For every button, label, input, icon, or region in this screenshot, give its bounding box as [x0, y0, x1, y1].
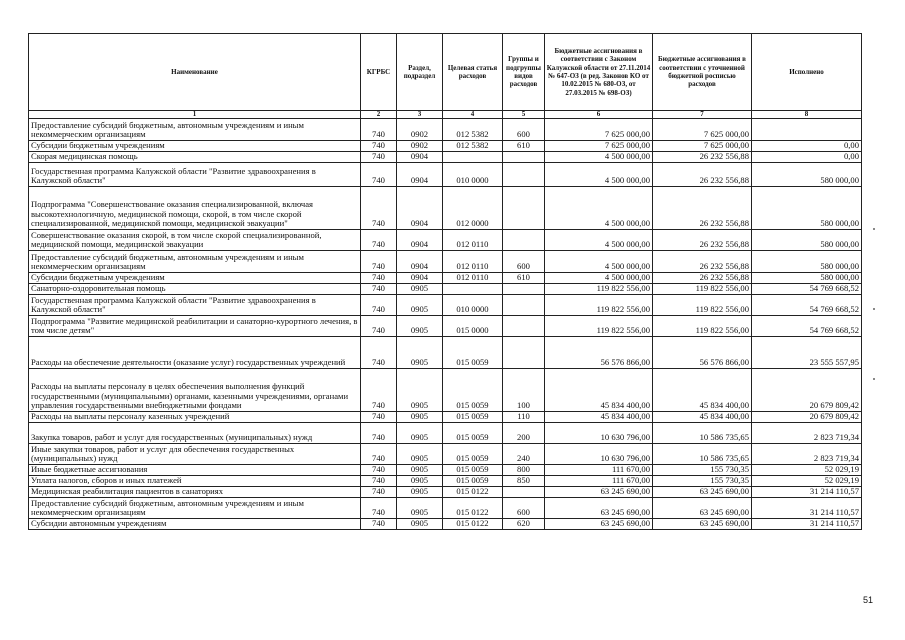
expense-group-cell: 110 — [503, 412, 545, 423]
kgrbs-cell: 740 — [361, 119, 397, 141]
row-name-cell: Иные закупки товаров, работ и услуг для обеспечения государственных (муниципальных) нужд — [29, 444, 361, 465]
row-name-cell: Санаторно-оздоровительная помощь — [29, 284, 361, 295]
executed-cell: 54 769 668,52 — [752, 284, 862, 295]
kgrbs-cell: 740 — [361, 141, 397, 152]
budget-refined-cell: 155 730,35 — [653, 476, 752, 487]
executed-cell: 31 214 110,57 — [752, 519, 862, 530]
section-cell: 0905 — [397, 476, 443, 487]
section-cell: 0905 — [397, 465, 443, 476]
table-row — [29, 487, 862, 498]
budget-law-cell: 4 500 000,00 — [545, 273, 653, 284]
header-target-article: Целевая статья расходов — [443, 34, 503, 111]
executed-cell: 52 029,19 — [752, 465, 862, 476]
kgrbs-cell: 740 — [361, 369, 397, 412]
expense-group-cell — [503, 187, 545, 230]
budget-law-cell: 56 576 866,00 — [545, 337, 653, 369]
column-number: 8 — [752, 111, 862, 119]
row-name-cell: Субсидии автономным учреждениям — [29, 519, 361, 530]
row-name-cell: Государственная программа Калужской области "Развитие здравоохранения в Калужской области" — [29, 163, 361, 187]
expense-group-cell: 600 — [503, 119, 545, 141]
column-number: 5 — [503, 111, 545, 119]
target-article-cell: 015 0000 — [443, 316, 503, 337]
column-number: 2 — [361, 111, 397, 119]
budget-refined-cell: 63 245 690,00 — [653, 498, 752, 519]
expense-group-cell: 610 — [503, 273, 545, 284]
table-row — [29, 251, 862, 273]
kgrbs-cell: 740 — [361, 163, 397, 187]
section-cell: 0902 — [397, 141, 443, 152]
budget-law-cell: 45 834 400,00 — [545, 412, 653, 423]
budget-law-cell: 4 500 000,00 — [545, 163, 653, 187]
expense-group-cell: 620 — [503, 519, 545, 530]
table-row — [29, 498, 862, 519]
executed-cell — [752, 119, 862, 141]
header-expense-group: Группы и подгруппы видов расходов — [503, 34, 545, 111]
budget-law-cell: 10 630 796,00 — [545, 444, 653, 465]
row-name-cell: Расходы на выплаты персоналу в целях обеспечения выполнения функций государственными (муниципальными) органами, казенными учреждениями, органами управления государственными внебюджетными фондами — [29, 369, 361, 412]
expense-group-cell: 600 — [503, 498, 545, 519]
header-budget-allocations-refined: Бюджетные ассигнования в соответствии с уточненной бюджетной росписью расходов — [653, 34, 752, 111]
executed-cell: 580 000,00 — [752, 187, 862, 230]
column-number: 1 — [29, 111, 361, 119]
budget-law-cell: 45 834 400,00 — [545, 369, 653, 412]
row-name-cell: Скорая медицинская помощь — [29, 152, 361, 163]
table-row — [29, 273, 862, 284]
budget-law-cell: 119 822 556,00 — [545, 295, 653, 316]
executed-cell: 580 000,00 — [752, 273, 862, 284]
section-cell: 0905 — [397, 316, 443, 337]
executed-cell: 54 769 668,52 — [752, 295, 862, 316]
budget-refined-cell: 45 834 400,00 — [653, 412, 752, 423]
kgrbs-cell: 740 — [361, 187, 397, 230]
executed-cell: 580 000,00 — [752, 163, 862, 187]
table-header — [29, 34, 862, 119]
expense-group-cell — [503, 152, 545, 163]
executed-cell: 20 679 809,42 — [752, 412, 862, 423]
budget-refined-cell: 26 232 556,88 — [653, 163, 752, 187]
executed-cell: 23 555 557,95 — [752, 337, 862, 369]
target-article-cell: 012 0000 — [443, 187, 503, 230]
kgrbs-cell: 740 — [361, 412, 397, 423]
target-article-cell: 015 0122 — [443, 487, 503, 498]
expense-group-cell: 600 — [503, 251, 545, 273]
header-section: Раздел, подраздел — [397, 34, 443, 111]
scan-speck — [873, 308, 875, 310]
section-cell: 0904 — [397, 163, 443, 187]
expense-group-cell — [503, 337, 545, 369]
expense-group-cell — [503, 316, 545, 337]
section-cell: 0905 — [397, 487, 443, 498]
budget-refined-cell: 119 822 556,00 — [653, 316, 752, 337]
table-row — [29, 141, 862, 152]
scan-speck — [873, 378, 875, 380]
budget-law-cell: 111 670,00 — [545, 465, 653, 476]
budget-law-cell: 63 245 690,00 — [545, 519, 653, 530]
budget-refined-cell: 26 232 556,88 — [653, 273, 752, 284]
expense-group-cell: 850 — [503, 476, 545, 487]
section-cell: 0905 — [397, 444, 443, 465]
budget-table — [28, 33, 862, 530]
row-name-cell: Совершенствование оказания скорой, в том числе скорой специализированной, медицинской помощи, медицинской эвакуации — [29, 230, 361, 251]
column-number: 3 — [397, 111, 443, 119]
target-article-cell: 015 0122 — [443, 519, 503, 530]
target-article-cell: 010 0000 — [443, 295, 503, 316]
executed-cell: 580 000,00 — [752, 251, 862, 273]
table-row — [29, 316, 862, 337]
target-article-cell: 012 0110 — [443, 273, 503, 284]
expense-group-cell: 100 — [503, 369, 545, 412]
executed-cell: 2 823 719,34 — [752, 444, 862, 465]
target-article-cell: 012 0110 — [443, 230, 503, 251]
budget-law-cell: 63 245 690,00 — [545, 498, 653, 519]
table-row — [29, 230, 862, 251]
budget-refined-cell: 26 232 556,88 — [653, 152, 752, 163]
target-article-cell: 015 0059 — [443, 369, 503, 412]
budget-refined-cell: 26 232 556,88 — [653, 230, 752, 251]
target-article-cell: 015 0059 — [443, 444, 503, 465]
budget-refined-cell: 63 245 690,00 — [653, 519, 752, 530]
kgrbs-cell: 740 — [361, 423, 397, 444]
budget-refined-cell: 45 834 400,00 — [653, 369, 752, 412]
section-cell: 0905 — [397, 519, 443, 530]
table-row — [29, 369, 862, 412]
budget-refined-cell: 10 586 735,65 — [653, 423, 752, 444]
table-row — [29, 519, 862, 530]
executed-cell: 2 823 719,34 — [752, 423, 862, 444]
column-number: 4 — [443, 111, 503, 119]
row-name-cell: Уплата налогов, сборов и иных платежей — [29, 476, 361, 487]
executed-cell: 20 679 809,42 — [752, 369, 862, 412]
page-number: 51 — [862, 595, 873, 605]
budget-refined-cell: 26 232 556,88 — [653, 251, 752, 273]
table-body — [29, 119, 862, 530]
executed-cell: 52 029,19 — [752, 476, 862, 487]
section-cell: 0904 — [397, 251, 443, 273]
table-row — [29, 119, 862, 141]
executed-cell: 31 214 110,57 — [752, 498, 862, 519]
target-article-cell: 015 0122 — [443, 498, 503, 519]
budget-refined-cell: 119 822 556,00 — [653, 295, 752, 316]
table-row — [29, 295, 862, 316]
kgrbs-cell: 740 — [361, 444, 397, 465]
expense-group-cell: 610 — [503, 141, 545, 152]
target-article-cell: 010 0000 — [443, 163, 503, 187]
header-executed: Исполнено — [752, 34, 862, 111]
scan-speck — [873, 228, 875, 230]
kgrbs-cell: 740 — [361, 284, 397, 295]
kgrbs-cell: 740 — [361, 316, 397, 337]
row-name-cell: Субсидии бюджетным учреждениям — [29, 141, 361, 152]
budget-law-cell: 63 245 690,00 — [545, 487, 653, 498]
kgrbs-cell: 740 — [361, 487, 397, 498]
table-row — [29, 476, 862, 487]
target-article-cell: 012 5382 — [443, 119, 503, 141]
target-article-cell: 015 0059 — [443, 412, 503, 423]
executed-cell: 31 214 110,57 — [752, 487, 862, 498]
table-row — [29, 423, 862, 444]
executed-cell: 54 769 668,52 — [752, 316, 862, 337]
budget-refined-cell: 119 822 556,00 — [653, 284, 752, 295]
table-row — [29, 163, 862, 187]
table-row — [29, 187, 862, 230]
table-row — [29, 412, 862, 423]
section-cell: 0905 — [397, 284, 443, 295]
kgrbs-cell: 740 — [361, 476, 397, 487]
expense-group-cell — [503, 487, 545, 498]
expense-group-cell: 800 — [503, 465, 545, 476]
target-article-cell: 015 0059 — [443, 465, 503, 476]
target-article-cell — [443, 152, 503, 163]
kgrbs-cell: 740 — [361, 273, 397, 284]
section-cell: 0905 — [397, 295, 443, 316]
budget-refined-cell: 155 730,35 — [653, 465, 752, 476]
section-cell: 0902 — [397, 119, 443, 141]
row-name-cell: Подпрограмма "Развитие медицинской реабилитации и санаторно-курортного лечения, в том числе детям" — [29, 316, 361, 337]
executed-cell: 0,00 — [752, 141, 862, 152]
kgrbs-cell: 740 — [361, 465, 397, 476]
row-name-cell: Субсидии бюджетным учреждениям — [29, 273, 361, 284]
section-cell: 0904 — [397, 152, 443, 163]
header-name: Наименование — [29, 34, 361, 111]
row-name-cell: Предоставление субсидий бюджетным, автономным учреждениям и иным некоммерческим организациям — [29, 498, 361, 519]
budget-law-cell: 7 625 000,00 — [545, 141, 653, 152]
row-name-cell: Расходы на выплаты персоналу казенных учреждений — [29, 412, 361, 423]
column-number: 7 — [653, 111, 752, 119]
row-name-cell: Государственная программа Калужской области "Развитие здравоохранения в Калужской области" — [29, 295, 361, 316]
budget-refined-cell: 56 576 866,00 — [653, 337, 752, 369]
kgrbs-cell: 740 — [361, 519, 397, 530]
target-article-cell: 015 0059 — [443, 337, 503, 369]
section-cell: 0905 — [397, 337, 443, 369]
budget-law-cell: 4 500 000,00 — [545, 187, 653, 230]
kgrbs-cell: 740 — [361, 152, 397, 163]
budget-report-sheet — [28, 33, 861, 530]
expense-group-cell: 200 — [503, 423, 545, 444]
table-row — [29, 284, 862, 295]
budget-refined-cell: 10 586 735,65 — [653, 444, 752, 465]
kgrbs-cell: 740 — [361, 230, 397, 251]
expense-group-cell — [503, 295, 545, 316]
kgrbs-cell: 740 — [361, 337, 397, 369]
expense-group-cell — [503, 163, 545, 187]
executed-cell: 0,00 — [752, 152, 862, 163]
row-name-cell: Иные бюджетные ассигнования — [29, 465, 361, 476]
expense-group-cell — [503, 230, 545, 251]
table-row — [29, 152, 862, 163]
section-cell: 0904 — [397, 273, 443, 284]
budget-law-cell: 119 822 556,00 — [545, 316, 653, 337]
row-name-cell: Закупка товаров, работ и услуг для государственных (муниципальных) нужд — [29, 423, 361, 444]
row-name-cell: Предоставление субсидий бюджетным, автономным учреждениям и иным некоммерческим организациям — [29, 119, 361, 141]
budget-law-cell: 7 625 000,00 — [545, 119, 653, 141]
section-cell: 0905 — [397, 369, 443, 412]
budget-law-cell: 4 500 000,00 — [545, 251, 653, 273]
budget-refined-cell: 26 232 556,88 — [653, 187, 752, 230]
budget-law-cell: 4 500 000,00 — [545, 152, 653, 163]
column-number: 6 — [545, 111, 653, 119]
table-row — [29, 337, 862, 369]
budget-law-cell: 119 822 556,00 — [545, 284, 653, 295]
kgrbs-cell: 740 — [361, 498, 397, 519]
kgrbs-cell: 740 — [361, 295, 397, 316]
row-name-cell: Медицинская реабилитация пациентов в санаториях — [29, 487, 361, 498]
table-row — [29, 465, 862, 476]
target-article-cell — [443, 284, 503, 295]
executed-cell: 580 000,00 — [752, 230, 862, 251]
expense-group-cell — [503, 284, 545, 295]
target-article-cell: 015 0059 — [443, 423, 503, 444]
section-cell: 0905 — [397, 423, 443, 444]
budget-refined-cell: 7 625 000,00 — [653, 141, 752, 152]
section-cell: 0904 — [397, 230, 443, 251]
row-name-cell: Расходы на обеспечение деятельности (оказание услуг) государственных учреждений — [29, 337, 361, 369]
expense-group-cell: 240 — [503, 444, 545, 465]
table-row — [29, 444, 862, 465]
section-cell: 0905 — [397, 498, 443, 519]
budget-law-cell: 111 670,00 — [545, 476, 653, 487]
section-cell: 0904 — [397, 187, 443, 230]
target-article-cell: 012 0110 — [443, 251, 503, 273]
target-article-cell: 012 5382 — [443, 141, 503, 152]
row-name-cell: Предоставление субсидий бюджетным, автономным учреждениям и иным некоммерческим организациям — [29, 251, 361, 273]
kgrbs-cell: 740 — [361, 251, 397, 273]
section-cell: 0905 — [397, 412, 443, 423]
budget-refined-cell: 7 625 000,00 — [653, 119, 752, 141]
target-article-cell: 015 0059 — [443, 476, 503, 487]
budget-refined-cell: 63 245 690,00 — [653, 487, 752, 498]
header-kgrbs: КГРБС — [361, 34, 397, 111]
budget-law-cell: 10 630 796,00 — [545, 423, 653, 444]
header-budget-allocations-law: Бюджетные ассигнования в соответствии с Законом Калужской области от 27.11.2014 № 647-ОЗ (в ред. Законов КО от 10.02.2015 № 680-ОЗ, от 27.03.2015 № 698-ОЗ) — [545, 34, 653, 111]
budget-law-cell: 4 500 000,00 — [545, 230, 653, 251]
row-name-cell: Подпрограмма "Совершенствование оказания специализированной, включая высокотехнологичную, медицинской помощи, скорой, в том числе скорой специализированной, медицинской помощи, медицинской эвакуации" — [29, 187, 361, 230]
